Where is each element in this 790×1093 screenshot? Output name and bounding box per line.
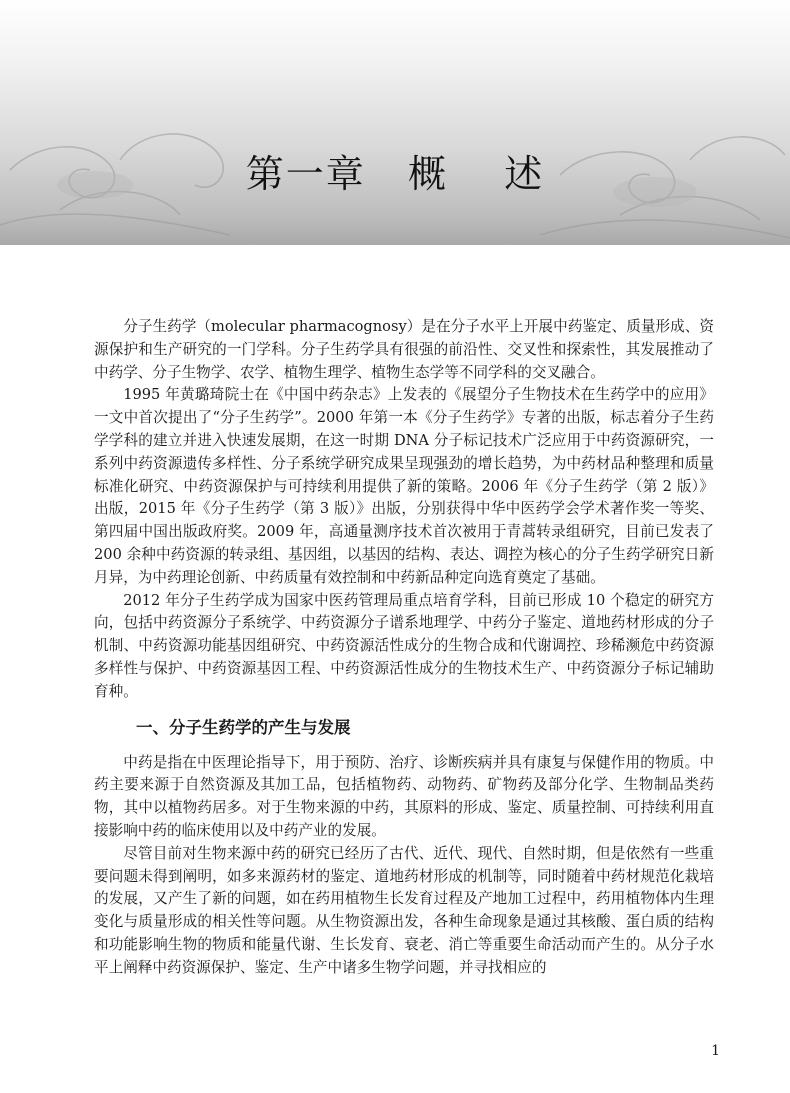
paragraph: 2012 年分子生药学成为国家中医药管理局重点培育学科，目前已形成 10 个稳定的研究方向，包括中药资源分子系统学、中药资源分子谱系地理学、中药分子鉴定、道地药材形成的分子机制、中药资源功能基因组研究、中药资源活性成分的生物合成和代谢调控、珍稀濒危中药资源多样性与保护、中药资源基因工程、中药资源活性成分的生物技术生产、中药资源分子标记辅助育种。: [94, 591, 714, 700]
cloud-ornament: [0, 0, 790, 245]
page-number: 1: [711, 1043, 720, 1059]
chapter-title: 第一章 概 述: [245, 152, 545, 196]
chapter-banner: [0, 0, 790, 245]
paragraph: 中药是指在中医理论指导下，用于预防、治疗、诊断疾病并具有康复与保健作用的物质。中药主要来源于自然资源及其加工品，包括植物药、动物药、矿物药及部分化学、生物制品类药物，其中以植物药居多。对于生物来源的中药，其原料的形成、鉴定、质量控制、可持续利用直接影响中药的临床使用以及中药产业的发展。: [94, 753, 714, 839]
paragraph: 分子生药学（molecular pharmacognosy）是在分子水平上开展中药鉴定、质量形成、资源保护和生产研究的一门学科。分子生药学具有很强的前沿性、交叉性和探索性，其发展推动了中药学、分子生物学、农学、植物生理学、植物生态学等不同学科的交叉融合。: [94, 318, 714, 381]
page-body: [94, 316, 714, 980]
section-heading: 一、分子生药学的产生与发展: [136, 717, 351, 737]
paragraph: 1995 年黄璐琦院士在《中国中药杂志》上发表的《展望分子生物技术在生药学中的应用》一文中首次提出了“分子生药学”。2000 年第一本《分子生药学》专著的出版，标志着分子生药学学科的建立并进入快速发展期，在这一时期 DNA 分子标记技术广泛应用于中药资源研究，一系列中药资源遗传多样性、分子系统学研究成果呈现强劲的增长趋势，为中药材品种整理和质量标准化研究、中药资源保护与可持续利用提供了新的策略。2006 年《分子生药学（第 2 版）》出版，2015 年《分子生药学（第 3 版）》出版，分别获得中华中医药学会学术著作奖一等奖、第四届中国出版政府奖。2009 年，高通量测序技术首次被用于青蒿转录组研究，目前已发表了 200 余种中药资源的转录组、基因组，以基因的结构、表达、调控为核心的分子生药学研究日新月异，为中药理论创新、中药质量有效控制和中药新品种定向选育奠定了基础。: [94, 386, 714, 586]
paragraph: 尽管目前对生物来源中药的研究已经历了古代、近代、现代、自然时期，但是依然有一些重要问题未得到阐明，如多来源药材的鉴定、道地药材形成的机制等，同时随着中药材规范化栽培的发展，又产生了新的问题，如在药用植物生长发育过程及产地加工过程中，药用植物体内生理变化与质量形成的相关性等问题。从生物资源出发，各种生命现象是通过其核酸、蛋白质的结构和功能影响生物的物质和能量代谢、生长发育、衰老、消亡等重要生命活动而产生的。从分子水平上阐释中药资源保护、鉴定、生产中诸多生物学问题，并寻找相应的: [94, 844, 714, 976]
